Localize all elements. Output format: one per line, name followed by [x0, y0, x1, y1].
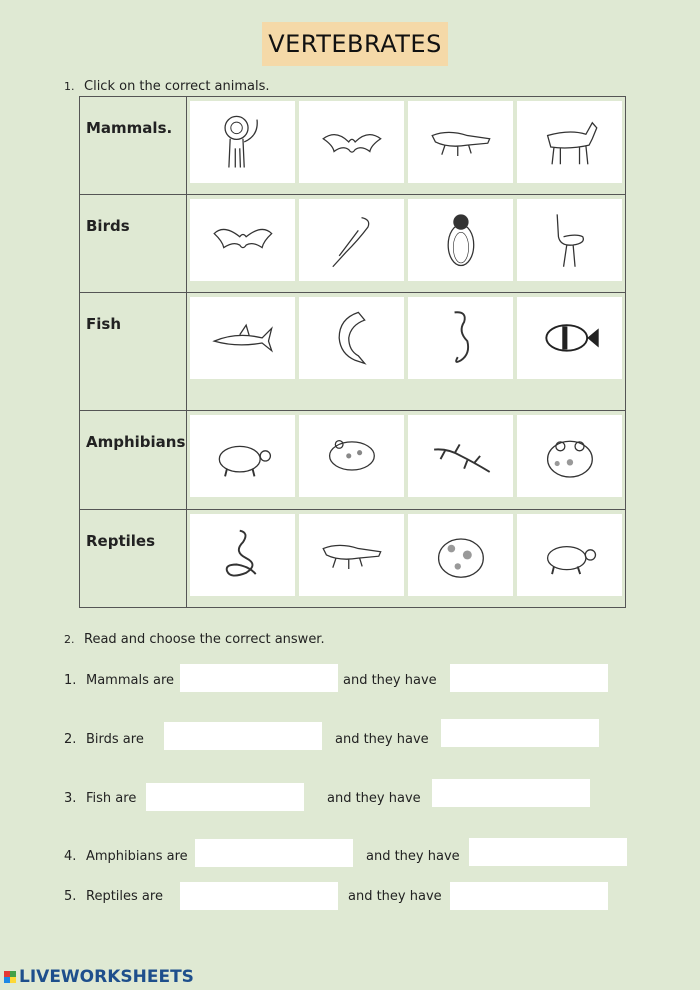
- category-label-fish: Fish: [80, 293, 187, 411]
- animal-option-toad[interactable]: [517, 415, 622, 497]
- section-2-number: 2.: [64, 633, 75, 646]
- table-row: [80, 97, 626, 195]
- turtle-icon: [202, 424, 284, 488]
- section-1-text: Click on the correct animals.: [84, 79, 270, 94]
- turtle-icon: [529, 523, 611, 587]
- toad-icon: [420, 523, 502, 587]
- animal-option-bat[interactable]: [299, 101, 404, 183]
- page-title: VERTEBRATES: [262, 22, 448, 66]
- category-label-amphibians: Amphibians: [80, 411, 187, 510]
- animal-option-snake[interactable]: [190, 514, 295, 596]
- category-label-birds: Birds: [80, 195, 187, 293]
- animal-option-turtle[interactable]: [517, 514, 622, 596]
- animal-option-shark[interactable]: [190, 297, 295, 379]
- animal-option-seahorse[interactable]: [408, 297, 513, 379]
- question-4-connector: and they have: [366, 849, 460, 864]
- animal-option-clownfish[interactable]: [517, 297, 622, 379]
- ostrich-icon: [529, 208, 611, 272]
- question-2-connector: and they have: [335, 732, 429, 747]
- table-row: [80, 510, 626, 608]
- answer-4b-input[interactable]: [469, 838, 627, 866]
- section-2-instruction: [64, 632, 325, 647]
- clownfish-icon: [529, 306, 611, 370]
- toad-icon: [529, 424, 611, 488]
- snake-icon: [202, 523, 284, 587]
- section-1-instruction: [64, 79, 270, 94]
- question-1-connector: and they have: [343, 673, 437, 688]
- answer-2b-input[interactable]: [441, 719, 599, 747]
- table-row: [80, 293, 626, 411]
- question-1: 1. Mammals are: [64, 673, 175, 688]
- seahorse-icon: [420, 306, 502, 370]
- answer-5a-input[interactable]: [180, 882, 338, 910]
- question-4: 4. Amphibians are: [64, 849, 188, 864]
- animal-option-lion[interactable]: [190, 101, 295, 183]
- answer-5b-input[interactable]: [450, 882, 608, 910]
- answer-3b-input[interactable]: [432, 779, 590, 807]
- lion-icon: [202, 110, 284, 174]
- crocodile-icon: [311, 523, 393, 587]
- category-label-reptiles: Reptiles: [80, 510, 187, 608]
- section-1-number: 1.: [64, 80, 75, 93]
- shark-icon: [202, 306, 284, 370]
- section-2-text: Read and choose the correct answer.: [84, 632, 325, 647]
- animal-option-frog[interactable]: [299, 415, 404, 497]
- animal-option-toad[interactable]: [408, 514, 513, 596]
- animal-option-penguin[interactable]: [408, 199, 513, 281]
- logo-text: LIVEWORKSHEETS: [19, 967, 194, 987]
- bat-icon: [311, 110, 393, 174]
- liveworksheets-logo[interactable]: [4, 967, 194, 987]
- animal-option-lizard[interactable]: [408, 415, 513, 497]
- lizard-icon: [420, 424, 502, 488]
- answer-1b-input[interactable]: [450, 664, 608, 692]
- parrot-icon: [311, 208, 393, 272]
- animal-option-parrot[interactable]: [299, 199, 404, 281]
- crocodile-icon: [420, 110, 502, 174]
- animal-option-turtle[interactable]: [190, 415, 295, 497]
- answer-3a-input[interactable]: [146, 783, 304, 811]
- goat-icon: [529, 110, 611, 174]
- question-5: 5. Reptiles are: [64, 889, 163, 904]
- animal-option-bat[interactable]: [190, 199, 295, 281]
- animal-classification-table: [79, 96, 626, 608]
- animal-option-dolphin[interactable]: [299, 297, 404, 379]
- frog-icon: [311, 424, 393, 488]
- logo-squares-icon: [4, 971, 16, 983]
- animal-option-goat[interactable]: [517, 101, 622, 183]
- animal-option-crocodile[interactable]: [408, 101, 513, 183]
- animal-option-crocodile[interactable]: [299, 514, 404, 596]
- category-label-mammals: Mammals.: [80, 97, 187, 195]
- answer-2a-input[interactable]: [164, 722, 322, 750]
- answer-1a-input[interactable]: [180, 664, 338, 692]
- question-2: 2. Birds are: [64, 732, 144, 747]
- question-5-connector: and they have: [348, 889, 442, 904]
- question-3-connector: and they have: [327, 791, 421, 806]
- answer-4a-input[interactable]: [195, 839, 353, 867]
- dolphin-icon: [311, 306, 393, 370]
- table-row: [80, 411, 626, 510]
- question-3: 3. Fish are: [64, 791, 137, 806]
- table-row: [80, 195, 626, 293]
- animal-option-ostrich[interactable]: [517, 199, 622, 281]
- penguin-icon: [420, 208, 502, 272]
- bat-icon: [202, 208, 284, 272]
